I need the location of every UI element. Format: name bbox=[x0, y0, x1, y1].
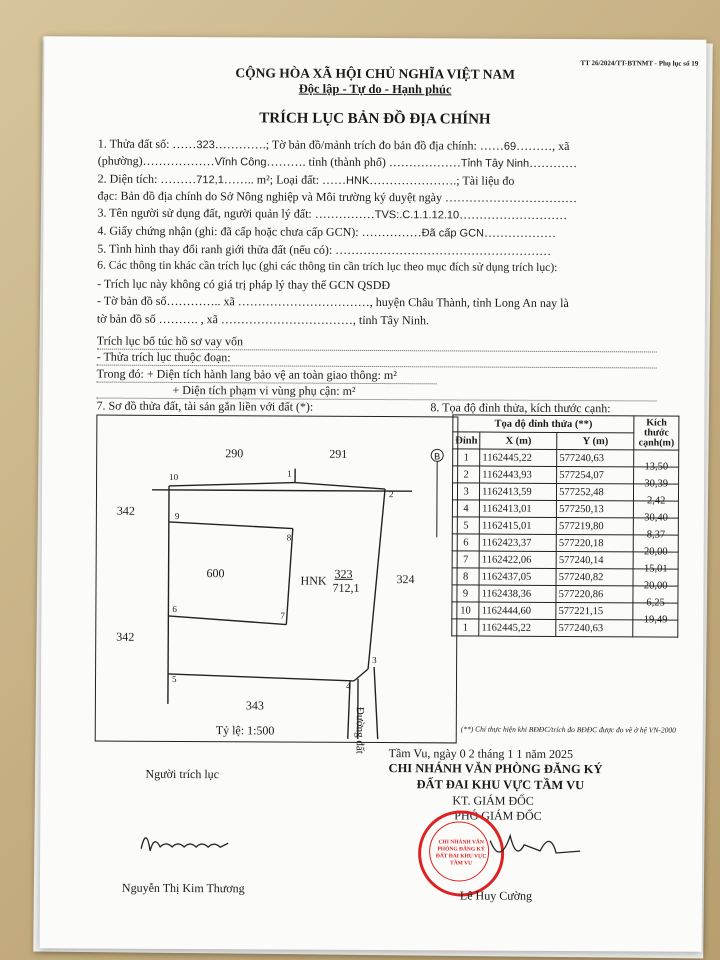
parcel-area-label: 712,1 bbox=[332, 580, 360, 595]
adjacent-area: + Diện tích phạm vi vùng phụ cận: m² bbox=[172, 382, 356, 398]
document-page bbox=[40, 36, 707, 951]
certificate-status: Đã cấp GCN bbox=[421, 227, 485, 240]
extractor-signature bbox=[136, 821, 256, 862]
coords-group-header: Tọa độ đỉnh thửa (**) bbox=[453, 415, 634, 433]
y-cell: 577240,63 bbox=[556, 619, 633, 636]
edge-length-value: 30,40 bbox=[644, 511, 668, 524]
edge-length-cell bbox=[634, 467, 679, 490]
neighbor-342-top: 342 bbox=[116, 503, 135, 518]
table-row bbox=[452, 602, 678, 620]
motto: Độc lập - Tự do - Hạnh phúc bbox=[298, 81, 452, 97]
vertex-label: 6 bbox=[172, 603, 177, 614]
table-row bbox=[452, 483, 678, 501]
vertex-header: Đỉnh bbox=[453, 432, 480, 449]
table-row bbox=[452, 534, 678, 552]
neighbor-342-bottom: 342 bbox=[116, 629, 135, 644]
edge-length-cell bbox=[633, 586, 678, 609]
loan-note: Trích lục bổ túc hồ sơ vay vốn bbox=[96, 333, 244, 349]
neighbor-291: 291 bbox=[329, 446, 348, 461]
edge-length-cell bbox=[633, 620, 678, 637]
neighbor-290: 290 bbox=[225, 446, 244, 461]
edge-length-value: 6,25 bbox=[646, 596, 665, 609]
edge-length-cell bbox=[633, 535, 678, 558]
y-cell: 577252,48 bbox=[557, 483, 634, 500]
north-arrow-icon: B bbox=[434, 451, 441, 462]
edge-length-cell bbox=[633, 603, 678, 626]
edge-length-value: 30,39 bbox=[644, 477, 669, 490]
table-row bbox=[452, 517, 678, 535]
vertex-label: 5 bbox=[172, 673, 177, 684]
neighbor-343: 343 bbox=[245, 698, 264, 713]
field-line-2: (phường)………………Vĩnh Công………. tỉnh (thành phố) ………………Tỉnh Tây Ninh………… bbox=[97, 153, 578, 171]
vertex-label: 8 bbox=[286, 532, 292, 543]
x-cell: 1162422,06 bbox=[479, 551, 556, 568]
edge-length-cell bbox=[633, 518, 678, 541]
extractor-name: Nguyễn Thị Kim Thương bbox=[121, 880, 245, 896]
edge-length-value: 19,49 bbox=[643, 613, 668, 626]
country-heading: CỘNG HÒA XÃ HỘI CHỦ NGHĨA VIỆT NAM bbox=[235, 65, 516, 82]
field-line-8: 6. Các thông tin khác cần trích lục (ghi các thông tin cần trích lục theo mục đích sử dụng trích lục): bbox=[97, 258, 558, 274]
map-scale: Tỷ lệ: 1:500 bbox=[215, 723, 275, 738]
commune-value: Vĩnh Công bbox=[214, 156, 267, 169]
vertex-cell: 2 bbox=[453, 466, 480, 483]
neighbor-324: 324 bbox=[396, 572, 415, 587]
vertex-label: 1 bbox=[287, 468, 292, 479]
field-line-5: 3. Tên người sử dụng đất, người quản lý đất: ……………TVS:.C.1.1.12.10……………………… bbox=[97, 205, 568, 223]
x-cell: 1162413,59 bbox=[480, 483, 557, 500]
map-heading: 7. Sơ đồ thửa đất, tài sản gắn liền với đất (*): bbox=[96, 398, 314, 414]
vertex-cell: 7 bbox=[452, 551, 479, 568]
table-row bbox=[452, 568, 678, 586]
coordinates-table bbox=[451, 414, 679, 637]
table-row bbox=[452, 619, 678, 637]
edge-length-cell bbox=[634, 450, 679, 473]
neighbor-600: 600 bbox=[206, 566, 225, 581]
vertex-cell: 6 bbox=[452, 534, 479, 551]
vertex-label: 10 bbox=[169, 471, 179, 482]
y-cell: 577221,15 bbox=[556, 602, 633, 619]
vertex-cell: 9 bbox=[452, 585, 479, 602]
field-line-4: đạc: Bản đồ địa chính do Sở Nông nghiệp và Môi trường ký duyệt ngày …………………………… bbox=[97, 188, 578, 206]
field-line-7: 5. Tình hình thay đổi ranh giới thửa đất (nếu có): ……………………………………………… bbox=[97, 241, 552, 258]
office-name-1: CHI NHÁNH VĂN PHÒNG ĐĂNG KÝ bbox=[388, 761, 603, 777]
y-cell: 577250,13 bbox=[557, 500, 634, 517]
extractor-title: Người trích lục bbox=[145, 766, 220, 782]
edge-length-cell bbox=[634, 501, 679, 524]
table-row bbox=[452, 585, 678, 603]
vertex-cell: 5 bbox=[452, 517, 479, 534]
x-cell: 1162443,93 bbox=[480, 466, 557, 483]
edge-length-value: 2,42 bbox=[646, 494, 666, 507]
edge-length-value: 13,50 bbox=[644, 460, 669, 473]
field-line-10: - Tờ bản đồ số………….. xã ……………………………, huyện Châu Thành, tỉnh Long An nay là bbox=[96, 293, 569, 311]
province-value: Tỉnh Tây Ninh bbox=[460, 157, 530, 170]
form-reference: TT 26/2024/TT-BTNMT - Phụ lục số 19 bbox=[580, 59, 699, 68]
edge-length-value: 20,00 bbox=[644, 545, 668, 558]
edge-length-cell bbox=[633, 552, 678, 575]
vertex-cell: 4 bbox=[452, 500, 479, 517]
director-name: Lê Huy Cường bbox=[459, 888, 533, 903]
deputy-title: PHÓ GIÁM ĐỐC bbox=[454, 808, 542, 823]
table-row bbox=[452, 500, 678, 518]
y-cell: 577219,80 bbox=[556, 517, 633, 534]
table-row bbox=[453, 466, 679, 484]
segment-note: - Thửa trích lục thuộc đoạn: bbox=[96, 349, 231, 365]
parcel-sketch bbox=[95, 415, 459, 754]
vertex-cell: 1 bbox=[452, 619, 479, 636]
map-sheet-number: 69 bbox=[503, 140, 517, 153]
field-line-11: tờ bản đồ số ………. , xã ……………………………, tỉnh Tây Ninh. bbox=[96, 311, 430, 328]
parcel-land-type: HNK bbox=[300, 573, 327, 588]
y-header: Y (m) bbox=[557, 432, 634, 449]
vertex-cell: 1 bbox=[453, 449, 480, 466]
vertex-label: 2 bbox=[388, 489, 394, 500]
edge-length-cell bbox=[634, 484, 679, 507]
area-value: 712,1 bbox=[196, 174, 224, 187]
y-cell: 577240,14 bbox=[556, 551, 633, 568]
vertex-label: 7 bbox=[280, 610, 285, 621]
parcel-number-label: 323 bbox=[334, 566, 353, 581]
vertex-cell: 10 bbox=[452, 602, 479, 619]
table-heading: 8. Tọa độ đỉnh thửa, kích thước cạnh: bbox=[430, 400, 611, 416]
sign-date: Tầm Vu, ngày 0 2 tháng 1 1 năm 2025 bbox=[388, 746, 574, 762]
y-cell: 577220,18 bbox=[556, 534, 633, 551]
x-cell: 1162423,37 bbox=[479, 534, 556, 551]
vertex-cell: 8 bbox=[452, 568, 479, 585]
x-cell: 1162445,22 bbox=[479, 619, 556, 636]
table-row bbox=[452, 551, 678, 569]
x-cell: 1162413,01 bbox=[480, 500, 557, 517]
table-row bbox=[453, 449, 679, 467]
field-line-3: 2. Diện tích: ………712,1…….. m²; Loại đất: ……HNK………………….; Tài liệu đo bbox=[97, 171, 515, 188]
edge-length-cell bbox=[633, 569, 678, 592]
owner-value: TVS:.C.1.1.12.10 bbox=[374, 209, 460, 222]
vertex-label: 9 bbox=[174, 510, 180, 521]
edge-length-value: 20,00 bbox=[643, 579, 668, 592]
document-title: TRÍCH LỤC BẢN ĐỒ ĐỊA CHÍNH bbox=[259, 110, 491, 128]
vertex-label: 4 bbox=[345, 680, 351, 691]
x-cell: 1162444,60 bbox=[479, 602, 556, 619]
seal-text: CHI NHÁNH VĂN PHÒNG ĐĂNG KÝ ĐẤT ĐAI KHU VỰC TẦM VU bbox=[435, 839, 487, 867]
x-cell: 1162437,05 bbox=[479, 568, 556, 585]
field-line-9: - Trích lục này không có giá trị pháp lý thay thế GCN QSDĐ bbox=[97, 276, 391, 293]
x-header: X (m) bbox=[480, 432, 557, 449]
parcel-number: 323 bbox=[196, 139, 215, 152]
y-cell: 577240,63 bbox=[557, 449, 634, 466]
edge-length-header: Kích thước cạnh(m) bbox=[634, 416, 679, 450]
table-footnote: (**) Chỉ thực hiện khi BĐĐC/trích đo BĐĐC được đo vẽ ở hệ VN-2000 bbox=[460, 724, 676, 735]
road-label: Đường đất bbox=[353, 706, 366, 754]
x-cell: 1162415,01 bbox=[479, 517, 556, 534]
edge-length-value: 8,37 bbox=[646, 528, 666, 541]
edge-length-value: 15,01 bbox=[643, 562, 668, 575]
y-cell: 577240,82 bbox=[556, 568, 633, 585]
vertex-cell: 3 bbox=[452, 483, 479, 500]
land-type-value: HNK bbox=[346, 174, 370, 187]
director-signature bbox=[480, 821, 600, 872]
corridor-area: Trong đó: + Diện tích hành lang bảo vệ an toàn giao thông: m² bbox=[96, 366, 397, 383]
office-name-2: ĐẤT ĐAI KHU VỰC TẦM VU bbox=[416, 777, 585, 793]
x-cell: 1162438,36 bbox=[479, 585, 556, 602]
y-cell: 577254,07 bbox=[557, 466, 634, 483]
y-cell: 577220,86 bbox=[556, 585, 633, 602]
vertex-label: 3 bbox=[372, 654, 377, 666]
field-line-1: 1. Thửa đất số: ……323………….; Tờ bản đồ/mảnh trích đo bản đồ địa chính: ……69………, xã bbox=[97, 136, 570, 154]
x-cell: 1162445,22 bbox=[480, 449, 557, 466]
field-line-6: 4. Giấy chứng nhận (ghi: đã cấp hoặc chưa cấp GCN): ……………Đã cấp GCN……………… bbox=[97, 223, 557, 240]
director-title: KT. GIÁM ĐỐC bbox=[452, 793, 534, 808]
